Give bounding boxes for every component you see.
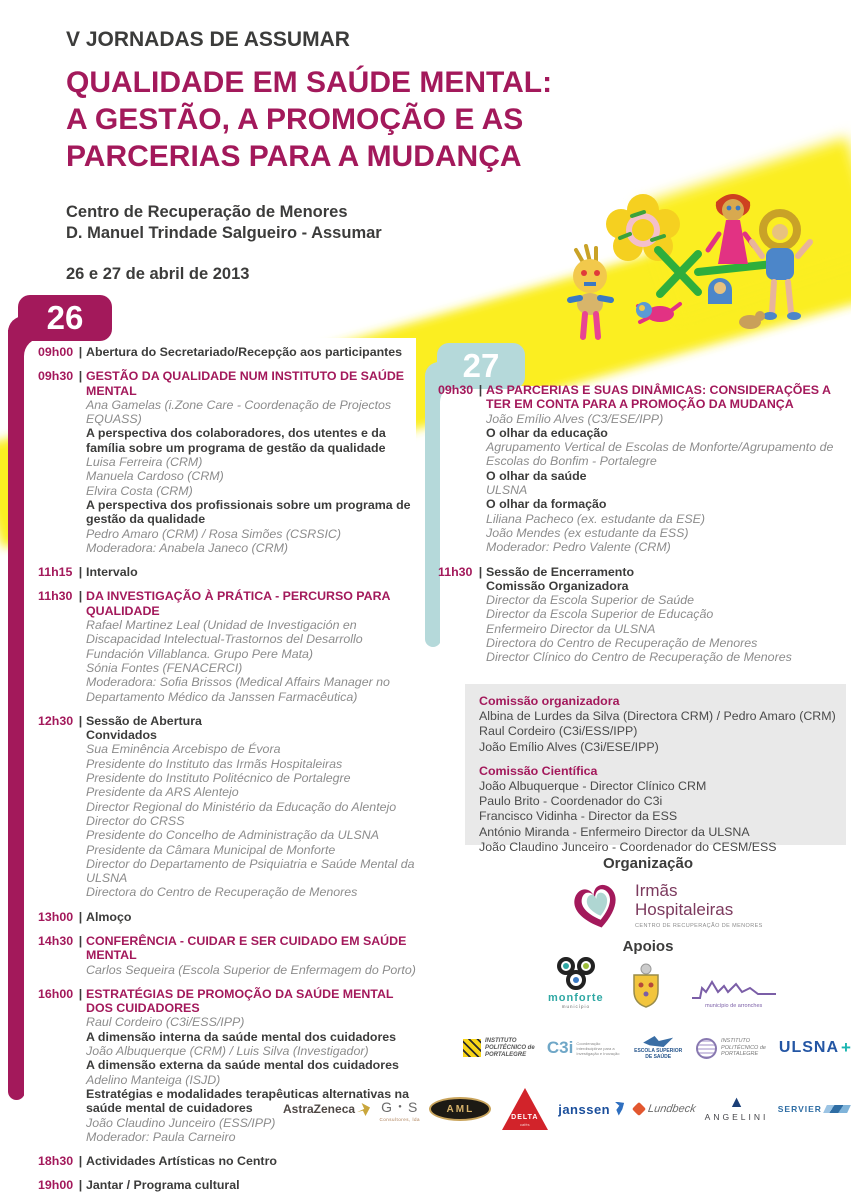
event-separator: | bbox=[78, 986, 83, 1001]
ipp-logo bbox=[463, 1038, 537, 1059]
event-speaker: João Claudino Junceiro (ESS/IPP) bbox=[86, 1115, 276, 1130]
event-speaker: Pedro Amaro (CRM) / Rosa Simões (CSRSIC) bbox=[86, 526, 341, 541]
day26-tab: 26 bbox=[18, 295, 112, 341]
ulsna-plus-icon: + bbox=[841, 1038, 851, 1057]
organization-name-1: Irmãs bbox=[635, 881, 678, 900]
monforte-logo bbox=[548, 956, 604, 1009]
flower-drawing bbox=[606, 194, 680, 261]
event-content bbox=[86, 345, 418, 359]
event-speaker: João Albuquerque (CRM) / Luis Silva (Investigador) bbox=[86, 1044, 369, 1059]
arronches-logo bbox=[688, 976, 780, 1009]
event-speaker: Ana Gamelas (i.Zone Care - Coordenação de Projectos EQUASS) bbox=[86, 397, 392, 427]
servier-logo bbox=[778, 1104, 849, 1114]
ess-label: ESCOLA SUPERIOR DE SAÚDE bbox=[634, 1048, 683, 1060]
event-subtopic: A perspectiva dos profissionais sobre um programa de gestão da qualidade bbox=[86, 497, 411, 527]
event-speaker: Carlos Sequeira (Escola Superior de Enfermagem do Porto) bbox=[86, 962, 416, 977]
event-separator: | bbox=[78, 589, 83, 604]
event-time: 09h30 bbox=[38, 369, 74, 384]
committee-member: Francisco Vidinha - Director da ESS bbox=[479, 809, 678, 824]
astrazeneca-logo bbox=[283, 1102, 370, 1116]
lundbeck-star-icon bbox=[631, 1102, 645, 1116]
ipp-icon bbox=[463, 1039, 481, 1057]
committee-member: António Miranda - Enfermeiro Director da ULSNA bbox=[479, 824, 750, 839]
event-speaker: Sua Eminência Arcebispo de Évora bbox=[86, 742, 281, 757]
event-speaker: ULSNA bbox=[486, 483, 528, 498]
event-time: 09h00 bbox=[38, 345, 74, 359]
event-content bbox=[86, 1178, 418, 1192]
event-separator: | bbox=[78, 369, 83, 384]
lundbeck-label: Lundbeck bbox=[646, 1103, 697, 1115]
event-time: 11h15 bbox=[38, 565, 73, 580]
event-title: Almoço bbox=[86, 909, 132, 924]
event-speaker: Presidente do Instituto Politécnico de Portalegre bbox=[86, 771, 351, 786]
children-drawing bbox=[548, 172, 828, 352]
angelini-logo bbox=[705, 1096, 769, 1122]
figure-small bbox=[708, 278, 732, 304]
event-content bbox=[86, 565, 418, 579]
figure-girl bbox=[708, 194, 754, 264]
delta-logo bbox=[501, 1088, 549, 1130]
committee-member: João Emílio Alves (C3i/ESE/IPP) bbox=[479, 739, 659, 754]
event-title: Sessão de Encerramento bbox=[486, 564, 635, 579]
monforte-clover-icon bbox=[553, 956, 599, 990]
c3i-sublabel: Coordenação Interdisciplinar para a Investigação e Inovação bbox=[576, 1040, 620, 1056]
delta-sublabel: cafés bbox=[520, 1122, 530, 1127]
committee-member: Paulo Brito - Coordenador do C3i bbox=[479, 794, 663, 809]
monforte-label: monforte bbox=[548, 992, 604, 1004]
event-subtopic: O olhar da saúde bbox=[486, 468, 587, 483]
event-speaker: Director da Escola Superior de Educação bbox=[486, 607, 714, 622]
event-time: 12h30 bbox=[38, 713, 74, 728]
committees-panel bbox=[465, 684, 846, 854]
event-subtopic: O olhar da educação bbox=[486, 425, 608, 440]
seal-icon bbox=[696, 1038, 717, 1059]
committee-member: João Albuquerque - Director Clínico CRM bbox=[479, 779, 707, 794]
event-speaker: Presidente do Instituto das Irmãs Hospitaleiras bbox=[86, 756, 343, 771]
event-speaker: João Mendes (ex estudante da ESS) bbox=[486, 525, 689, 540]
apoios-heading: Apoios bbox=[622, 938, 674, 955]
event-content bbox=[86, 1154, 418, 1168]
event-speaker: Moderador: Pedro Valente (CRM) bbox=[486, 540, 671, 555]
event-time: 09h30 bbox=[438, 383, 474, 397]
gs-sublabel: Consultores, lda bbox=[379, 1116, 420, 1122]
venue-line-2: D. Manuel Trindade Salgueiro - Assumar bbox=[66, 224, 382, 242]
astrazeneca-icon bbox=[357, 1103, 370, 1116]
day26-schedule bbox=[38, 345, 418, 1203]
event-content bbox=[86, 910, 418, 924]
event-title: Jantar / Programa cultural bbox=[86, 1178, 240, 1193]
event-time: 14h30 bbox=[38, 933, 74, 948]
event-speaker: Agrupamento Vertical de Escolas de Monforte/Agrupamento de Escolas do Bonfim - Portalegre bbox=[486, 440, 834, 469]
event-speaker: Raul Cordeiro (C3i/ESS/IPP) bbox=[86, 1015, 245, 1030]
event-separator: | bbox=[478, 564, 483, 579]
event-speaker: Sónia Fontes (FENACERCI) bbox=[86, 660, 243, 675]
event-separator: | bbox=[78, 1178, 83, 1193]
aml-label: AML bbox=[446, 1103, 475, 1115]
event-title: AS PARCERIAS E SUAS DINÂMICAS: CONSIDERAÇÕES A TER EM CONTA PARA A PROMOÇÃO DA MUDANÇA bbox=[486, 383, 831, 412]
day27-schedule bbox=[438, 383, 845, 675]
schedule-event bbox=[38, 910, 418, 924]
schedule-event bbox=[438, 565, 845, 665]
event-subtopic: A perspectiva dos colaboradores, dos utentes e da família sobre um programa de gestão da qualidade bbox=[86, 426, 386, 455]
gs-logo bbox=[379, 1097, 420, 1122]
heart-logo-icon bbox=[567, 876, 625, 934]
event-content bbox=[86, 369, 418, 555]
event-speaker: Presidente do Concelho de Administração da ULSNA bbox=[86, 828, 379, 843]
event-separator: | bbox=[78, 909, 83, 924]
event-speaker: Elvira Costa (CRM) bbox=[86, 483, 193, 498]
delta-label: DELTA bbox=[511, 1114, 539, 1121]
elvas-crest-logo bbox=[630, 963, 662, 1009]
event-time: 11h30 bbox=[38, 589, 73, 604]
event-separator: | bbox=[478, 383, 483, 397]
event-title: CONFERÊNCIA - CUIDAR E SER CUIDADO EM SAÚDE MENTAL bbox=[86, 933, 407, 963]
event-speaker: Director do Departamento de Psiquiatria e Saúde Mental da ULSNA bbox=[86, 856, 415, 886]
event-content bbox=[86, 934, 418, 977]
schedule-event bbox=[38, 934, 418, 977]
institutional-logos bbox=[463, 1036, 851, 1060]
event-speaker: Rafael Martinez Leal (Unidad de Investigación en Discapacidad Intelectual-Trastornos del Desarrollo Fundación Villablanca. Grupo Pere Mata) bbox=[86, 618, 363, 661]
tan-dog bbox=[739, 311, 765, 329]
event-date: 26 e 27 de abril de 2013 bbox=[66, 265, 250, 283]
event-speaker: Manuela Cardoso (CRM) bbox=[86, 469, 224, 484]
event-content bbox=[486, 565, 845, 665]
committee-title: Comissão organizadora bbox=[479, 694, 620, 708]
event-content bbox=[86, 589, 418, 703]
servier-label: SERVIER bbox=[777, 1104, 822, 1114]
day27-tab: 27 bbox=[437, 343, 525, 389]
page-title bbox=[66, 64, 552, 175]
janssen-label: janssen bbox=[558, 1101, 611, 1117]
organization-logo bbox=[567, 876, 763, 934]
event-title: Sessão de Abertura bbox=[86, 713, 202, 728]
ess-logo bbox=[630, 1036, 686, 1060]
event-speaker: Luisa Ferreira (CRM) bbox=[86, 455, 203, 470]
event-time: 19h00 bbox=[38, 1178, 74, 1193]
monforte-sublabel: município bbox=[561, 1004, 590, 1009]
event-speaker: João Emílio Alves (C3/ESE/IPP) bbox=[486, 411, 664, 426]
event-speaker: Director da Escola Superior de Saúde bbox=[486, 593, 695, 608]
event-speaker: Director Clínico do Centro de Recuperação de Menores bbox=[486, 650, 792, 665]
event-subtopic: Comissão Organizadora bbox=[486, 578, 629, 593]
event-subtopic: Estratégias e modalidades terapêuticas alternativas na saúde mental de cuidadores bbox=[86, 1086, 409, 1116]
ulsna-logo bbox=[779, 1038, 851, 1058]
gs-label: G・S bbox=[381, 1098, 419, 1115]
event-subtopic: Convidados bbox=[86, 728, 157, 743]
committee-gap bbox=[479, 755, 846, 764]
event-title: DA INVESTIGAÇÃO À PRÁTICA - PERCURSO PARA QUALIDADE bbox=[86, 589, 391, 618]
ulsna-label: ULSNA bbox=[778, 1039, 840, 1056]
event-speaker: Liliana Pacheco (ex. estudante da ESE) bbox=[486, 511, 706, 526]
event-subtopic: A dimensão externa da saúde mental dos cuidadores bbox=[86, 1058, 399, 1073]
lundbeck-logo bbox=[634, 1103, 696, 1115]
ess-icon bbox=[643, 1036, 673, 1047]
event-subtopic: A dimensão interna da saúde mental dos cuidadores bbox=[86, 1029, 397, 1044]
organization-subtitle: CENTRO DE RECUPERAÇÃO DE MENORES bbox=[635, 923, 763, 929]
organization-heading: Organização bbox=[602, 855, 694, 872]
event-title: Intervalo bbox=[86, 565, 138, 580]
event-time: 18h30 bbox=[38, 1154, 74, 1169]
janssen-logo bbox=[558, 1102, 624, 1117]
event-separator: | bbox=[78, 713, 83, 728]
event-title: Abertura do Secretariado/Recepção aos participantes bbox=[86, 345, 403, 359]
event-time: 11h30 bbox=[438, 564, 473, 579]
venue bbox=[66, 202, 382, 244]
schedule-event bbox=[38, 565, 418, 579]
event-content bbox=[86, 714, 418, 900]
ipp-label: INSTITUTO POLITÉCNICO de PORTALEGRE bbox=[485, 1037, 535, 1058]
event-time: 16h00 bbox=[38, 986, 74, 1001]
event-separator: | bbox=[78, 933, 83, 948]
seal-logo bbox=[696, 1038, 769, 1059]
angelini-triangle-icon: ▲ bbox=[728, 1094, 745, 1111]
event-separator: | bbox=[78, 345, 83, 359]
title-line-2: A GESTÃO, A PROMOÇÃO E AS bbox=[66, 103, 524, 136]
elvas-crest-icon bbox=[630, 963, 662, 1009]
committee-title: Comissão Científica bbox=[479, 763, 598, 778]
event-speaker: Directora do Centro de Recuperação de Menores bbox=[486, 636, 758, 651]
schedule-event bbox=[38, 589, 418, 703]
aml-logo bbox=[429, 1097, 491, 1121]
event-title: GESTÃO DA QUALIDADE NUM INSTITUTO DE SAÚDE MENTAL bbox=[86, 369, 405, 398]
servier-icon bbox=[823, 1105, 851, 1113]
c3i-label: C3i bbox=[546, 1038, 574, 1057]
astrazeneca-label: AstraZeneca bbox=[283, 1102, 356, 1116]
event-title: Actividades Artísticas no Centro bbox=[86, 1154, 277, 1169]
c3i-logo bbox=[547, 1038, 620, 1058]
schedule-event bbox=[438, 383, 845, 555]
municipal-logos bbox=[548, 956, 848, 1009]
title-line-1: QUALIDADE EM SAÚDE MENTAL: bbox=[66, 66, 553, 99]
figure-left bbox=[570, 246, 611, 337]
event-speaker: Presidente da ARS Alentejo bbox=[86, 785, 239, 800]
angelini-label: ANGELINI bbox=[704, 1112, 769, 1122]
organization-name-2: Hospitaleiras bbox=[635, 900, 734, 919]
event-speaker: Enfermeiro Director da ULSNA bbox=[486, 621, 656, 636]
arronches-label: município de arronches bbox=[705, 1003, 763, 1009]
event-speaker: Moderador: Paula Carneiro bbox=[86, 1129, 236, 1144]
event-speaker: Moderadora: Sofia Brissos (Medical Affairs Manager no Departamento Médico da Janssen Farmacêutica) bbox=[86, 675, 390, 704]
event-separator: | bbox=[78, 1154, 83, 1169]
committee-member: João Claudino Junceiro - Coordenador do CESM/ESS bbox=[479, 839, 777, 854]
event-time: 13h00 bbox=[38, 909, 74, 924]
schedule-event bbox=[38, 1154, 418, 1168]
event-title: ESTRATÉGIAS DE PROMOÇÃO DA SAÚDE MENTAL DOS CUIDADORES bbox=[86, 986, 394, 1016]
janssen-icon bbox=[612, 1102, 624, 1116]
event-series-title: V JORNADAS DE ASSUMAR bbox=[66, 28, 350, 51]
event-subtopic: O olhar da formação bbox=[486, 497, 607, 512]
sponsor-logos bbox=[283, 1088, 849, 1130]
venue-line-1: Centro de Recuperação de Menores bbox=[66, 203, 348, 221]
event-speaker: Moderadora: Anabela Janeco (CRM) bbox=[86, 540, 289, 555]
event-content bbox=[486, 383, 845, 555]
schedule-event bbox=[38, 369, 418, 555]
pink-animal bbox=[636, 302, 680, 322]
committee-member: Albina de Lurdes da Silva (Directora CRM) / Pedro Amaro (CRM) bbox=[479, 709, 836, 724]
arronches-skyline-icon bbox=[688, 976, 780, 1002]
schedule-event bbox=[38, 714, 418, 900]
event-speaker: Presidente da Câmara Municipal de Monforte bbox=[86, 842, 336, 857]
event-separator: | bbox=[78, 565, 83, 580]
title-line-3: PARCERIAS PARA A MUDANÇA bbox=[66, 140, 522, 173]
event-speaker: Director do CRSS bbox=[86, 813, 185, 828]
event-speaker: Adelino Manteiga (ISJD) bbox=[86, 1072, 221, 1087]
seal-label: INSTITUTO POLITÉCNICO de PORTALEGRE bbox=[721, 1038, 766, 1058]
day26-side-bar bbox=[8, 330, 25, 1100]
event-speaker: Directora do Centro de Recuperação de Menores bbox=[86, 885, 358, 900]
schedule-event bbox=[38, 1178, 418, 1192]
committee-member: Raul Cordeiro (C3i/ESS/IPP) bbox=[479, 724, 638, 739]
schedule-event bbox=[38, 345, 418, 359]
event-speaker: Director Regional do Ministério da Educação do Alentejo bbox=[86, 799, 397, 814]
